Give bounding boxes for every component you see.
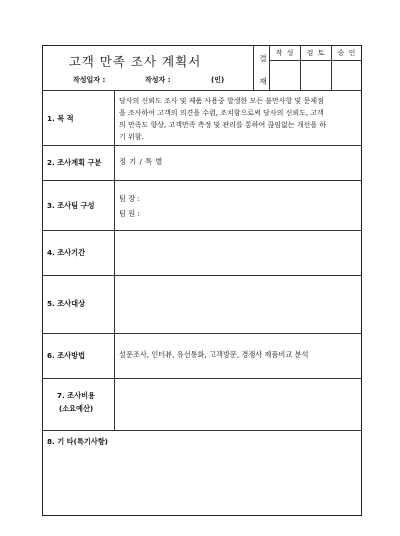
purpose-text xyxy=(119,95,359,143)
purpose-line: 당사의 신뢰도 조사 및 제품 사용중 발생한 모든 불만사항 및 문제점 xyxy=(119,97,324,105)
row-separator xyxy=(42,180,362,181)
form-title: 고객 만족 조사 계획서 xyxy=(68,54,202,69)
purpose-line: 을 조사하여 고객의 의견을 수렴, 조치함으로써 당사의 신뢰도, 고객 xyxy=(119,109,324,117)
label-column-divider xyxy=(114,90,115,430)
row-separator xyxy=(42,230,362,231)
author-label: 작성자 : xyxy=(145,76,171,84)
approval-column-reviewer: 검 토 xyxy=(306,49,326,57)
row-separator xyxy=(42,378,362,379)
section-label-team: 3. 조사팀 구성 xyxy=(47,201,95,210)
approval-column-writer: 작 성 xyxy=(275,49,295,57)
section-label-purpose: 1. 목 적 xyxy=(47,114,74,123)
method-field[interactable]: 설문조사, 인터뷰, 유선통화, 고객방문, 경쟁사 제품비교 분석 xyxy=(119,350,309,359)
signature-box-writer[interactable] xyxy=(270,62,300,89)
team-leader-field[interactable]: 팀 장 : xyxy=(119,194,140,203)
purpose-line: 의 만족도 향상, 고객만족 측정 및 관리를 통하여 끊임없는 개선을 하 xyxy=(119,121,327,129)
approval-side-label: 결 xyxy=(259,54,267,63)
row-separator xyxy=(42,275,362,276)
section-label-cost: 7. 조사비용 xyxy=(56,391,95,400)
section-label-other: 8. 기 타(특기사항) xyxy=(47,437,108,446)
section-label-plan-type: 2. 조사계획 구분 xyxy=(47,158,102,167)
purpose-line: 기 위함. xyxy=(119,133,144,141)
seal-mark: (인) xyxy=(211,76,225,84)
date-label: 작성일자 : xyxy=(73,76,106,84)
approval-column-approver: 승 인 xyxy=(337,49,357,57)
section-label-target: 5. 조사대상 xyxy=(47,299,86,308)
section-label-budget: (소요예산) xyxy=(58,404,94,413)
header-divider xyxy=(253,45,254,90)
signature-box-reviewer[interactable] xyxy=(301,62,331,89)
row-separator xyxy=(42,333,362,334)
team-member-field[interactable]: 팀 원 : xyxy=(119,209,140,218)
signature-box-approver[interactable] xyxy=(332,62,362,89)
approval-side-label: 재 xyxy=(259,77,267,86)
row-separator xyxy=(42,145,362,146)
plan-type-value[interactable]: 정 기 / 특 별 xyxy=(119,157,163,166)
row-separator xyxy=(42,430,362,431)
section-label-period: 4. 조사기간 xyxy=(47,248,86,257)
approval-header-line xyxy=(269,60,362,61)
row-separator xyxy=(42,90,362,91)
section-label-method: 6. 조사방법 xyxy=(47,351,86,360)
